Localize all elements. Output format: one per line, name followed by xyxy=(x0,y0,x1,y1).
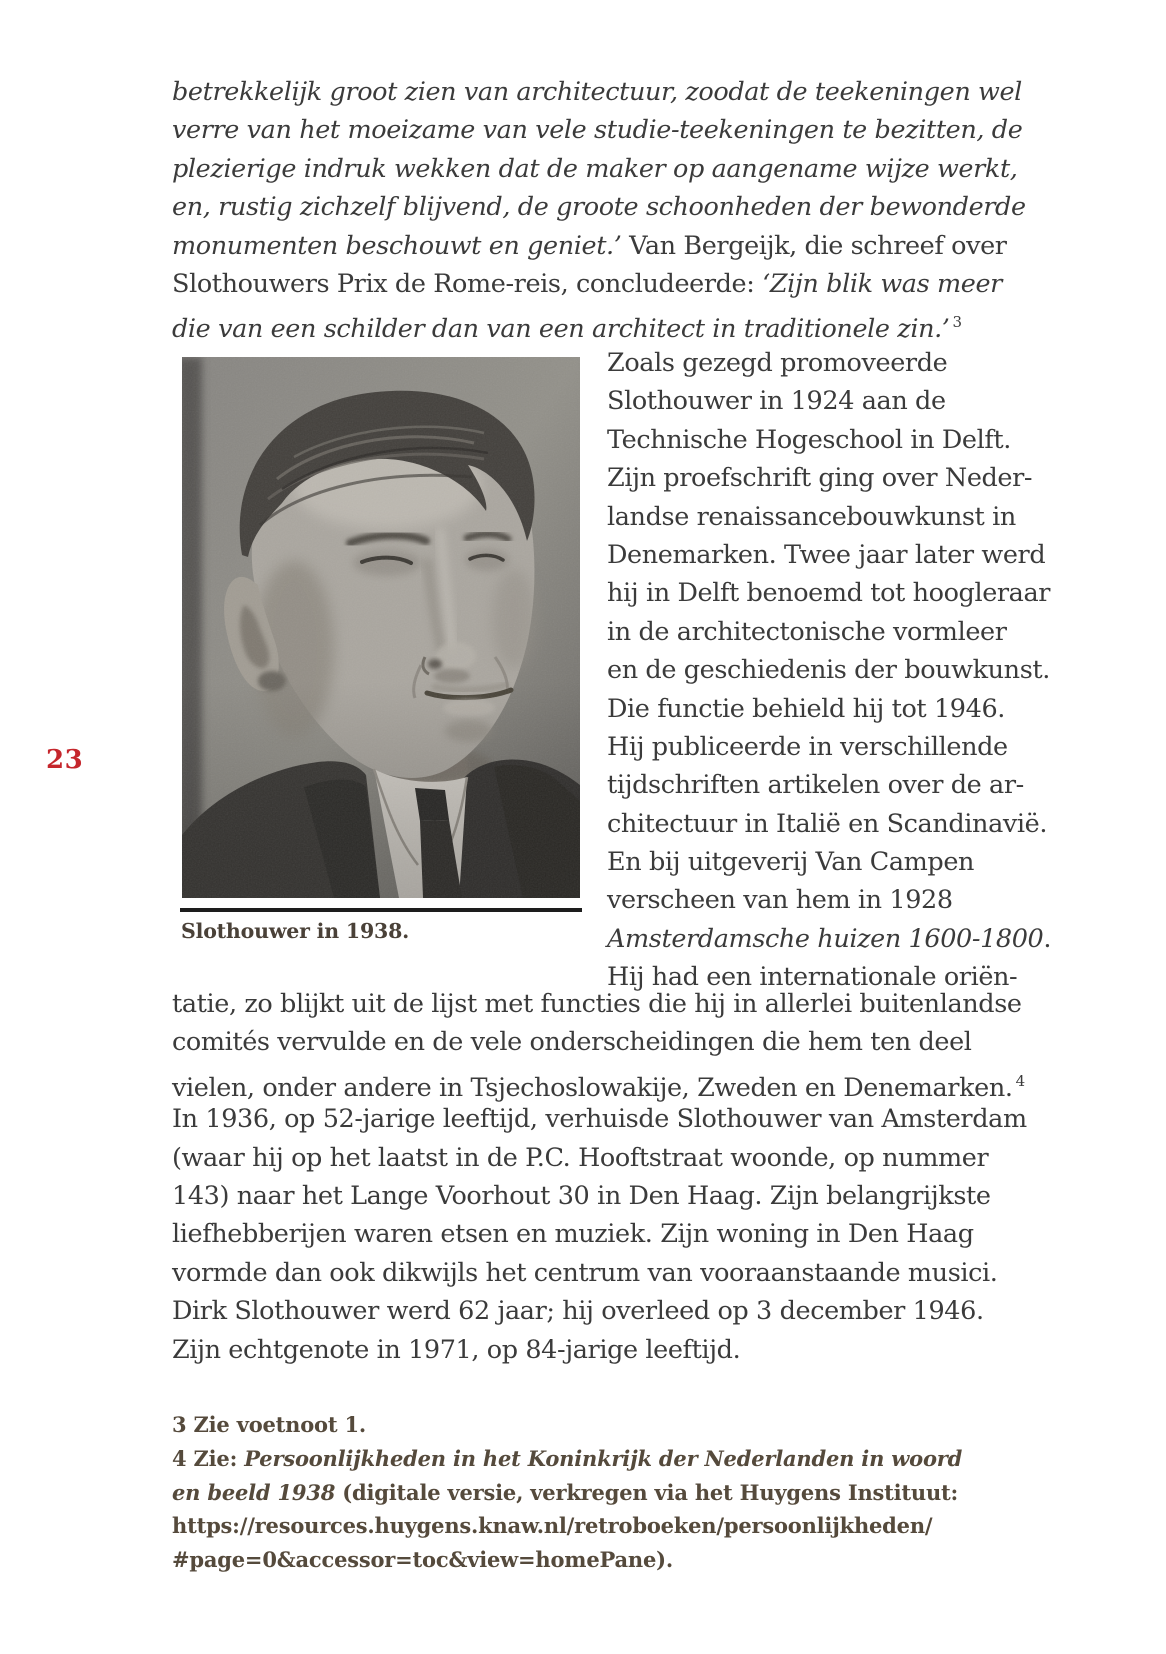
text-segment: 4 Zie: xyxy=(172,1445,245,1471)
text-segment: verre van het moeizame van vele studie-teekeningen te bezitten, de xyxy=(172,115,1023,146)
text-line xyxy=(172,1331,1027,1369)
text-segment: #page=0&accessor=toc&view=homePane). xyxy=(172,1547,673,1573)
text-segment: Denemarken. Twee jaar later werd xyxy=(607,539,1046,570)
text-segment: Zijn echtgenote in 1971, op 84-jarige leeftijd. xyxy=(172,1334,741,1365)
text-line xyxy=(172,150,1026,188)
text-line xyxy=(607,382,1051,420)
text-line xyxy=(172,985,1027,1023)
text-segment: vielen, onder andere in Tsjechoslowakije, Zweden en Denemarken. xyxy=(172,1072,1013,1103)
right-column-text xyxy=(607,344,1051,997)
text-segment: (digitale versie, verkregen via het Huygens Instituut: xyxy=(335,1479,959,1505)
text-line xyxy=(172,1177,1027,1215)
text-line xyxy=(607,536,1051,574)
text-line xyxy=(607,843,1051,881)
text-segment: . xyxy=(1043,923,1052,954)
text-segment: (waar hij op het laatst in de P.C. Hooftstraat woonde, op nummer xyxy=(172,1142,989,1173)
text-line xyxy=(172,1408,962,1442)
portrait-illustration xyxy=(182,357,580,898)
text-line xyxy=(172,1062,1027,1103)
text-segment: chitectuur in Italië en Scandinavië. xyxy=(607,808,1048,839)
text-line xyxy=(607,651,1051,689)
text-segment: tijdschriften artikelen over de ar- xyxy=(607,770,1024,801)
text-line xyxy=(172,227,1026,265)
text-line xyxy=(172,1215,1027,1253)
text-line xyxy=(607,881,1051,919)
text-line xyxy=(607,498,1051,536)
text-line xyxy=(172,1543,962,1577)
text-segment: die van een schilder dan van een architect in traditionele zin.’ xyxy=(172,314,950,345)
text-line xyxy=(172,265,1026,303)
text-segment: vormde dan ook dikwijls het centrum van vooraanstaande musici. xyxy=(172,1257,998,1288)
text-line xyxy=(607,459,1051,497)
text-line xyxy=(172,1254,1027,1292)
text-segment: hij in Delft benoemd tot hoogleraar xyxy=(607,578,1051,609)
footnote-marker: 3 xyxy=(952,313,963,332)
text-segment: Hij had een internationale oriën- xyxy=(607,962,1018,993)
text-line xyxy=(172,188,1026,226)
body-paragraph xyxy=(172,985,1027,1369)
text-segment: Technische Hogeschool in Delft. xyxy=(607,424,1011,455)
text-segment: liefhebberijen waren etsen en muziek. Zijn woning in Den Haag xyxy=(172,1219,974,1250)
text-segment: Hij publiceerde in verschillende xyxy=(607,731,1008,762)
text-segment: Amsterdamsche huizen 1600-1800 xyxy=(607,923,1044,954)
text-segment: monumenten beschouwt en geniet.’ xyxy=(172,230,630,261)
text-segment: Zoals gezegd promoveerde xyxy=(607,348,948,378)
text-segment: En bij uitgeverij Van Campen xyxy=(607,847,975,878)
text-line xyxy=(172,73,1026,111)
text-segment: en, rustig zichzelf blijvend, de groote schoonheden der bewonderde xyxy=(172,192,1026,223)
text-line xyxy=(172,1476,962,1510)
text-segment: betrekkelijk groot zien van architectuur, zoodat de teekeningen wel xyxy=(172,77,1022,107)
footnote-marker: 4 xyxy=(1015,1071,1026,1090)
text-segment: 143) naar het Lange Voorhout 30 in Den Haag. Zijn belangrijkste xyxy=(172,1180,991,1211)
text-line xyxy=(607,613,1051,651)
text-segment: Die functie behield hij tot 1946. xyxy=(607,693,1005,724)
text-segment: tatie, zo blijkt uit de lijst met functies die hij in allerlei buitenlandse xyxy=(172,989,1022,1019)
text-line xyxy=(607,690,1051,728)
text-segment: Slothouwers Prix de Rome-reis, concludeerde: xyxy=(172,268,763,299)
text-segment: Van Bergeijk, die schreef over xyxy=(629,230,1007,261)
text-segment: in de architectonische vormleer xyxy=(607,616,1007,647)
photo-caption: Slothouwer in 1938. xyxy=(181,919,410,943)
text-segment: 3 Zie voetnoot 1. xyxy=(172,1412,366,1437)
text-segment: comités vervulde en de vele onderscheidingen die hem ten deel xyxy=(172,1027,972,1058)
text-line xyxy=(172,303,1026,345)
text-line xyxy=(607,766,1051,804)
photo-grain xyxy=(182,357,580,898)
text-segment: Persoonlijkheden in het Koninkrijk der Nederlanden in woord xyxy=(244,1445,963,1471)
text-line xyxy=(607,920,1051,958)
text-segment: verscheen van hem in 1928 xyxy=(607,885,953,916)
photo-rule xyxy=(180,908,582,912)
text-segment: en beeld 1938 xyxy=(172,1479,336,1505)
text-line xyxy=(607,574,1051,612)
portrait-photo xyxy=(182,357,580,898)
text-segment: Slothouwer in 1924 aan de xyxy=(607,386,946,417)
text-line xyxy=(172,1292,1027,1330)
text-segment: In 1936, op 52-jarige leeftijd, verhuisde Slothouwer van Amsterdam xyxy=(172,1104,1027,1135)
text-segment: plezierige indruk wekken dat de maker op aangename wijze werkt, xyxy=(172,153,1018,184)
footnotes xyxy=(172,1408,962,1577)
text-line xyxy=(607,421,1051,459)
text-segment: https://resources.huygens.knaw.nl/retroboeken/persoonlijkheden/ xyxy=(172,1513,933,1539)
intro-paragraph xyxy=(172,73,1026,345)
text-segment: Dirk Slothouwer werd 62 jaar; hij overleed op 3 december 1946. xyxy=(172,1296,984,1327)
text-line xyxy=(607,805,1051,843)
text-line xyxy=(172,111,1026,149)
page-number: 23 xyxy=(46,745,84,775)
text-line xyxy=(172,1100,1027,1138)
text-segment: en de geschiedenis der bouwkunst. xyxy=(607,655,1050,686)
text-line xyxy=(172,1023,1027,1061)
text-line xyxy=(172,1509,962,1543)
text-segment: Zijn proefschrift ging over Neder- xyxy=(607,463,1033,494)
text-line xyxy=(607,728,1051,766)
text-line xyxy=(607,344,1051,382)
text-segment: ‘Zijn blik was meer xyxy=(762,268,1002,299)
text-line xyxy=(172,1139,1027,1177)
text-segment: landse renaissancebouwkunst in xyxy=(607,501,1016,532)
text-line xyxy=(172,1442,962,1476)
